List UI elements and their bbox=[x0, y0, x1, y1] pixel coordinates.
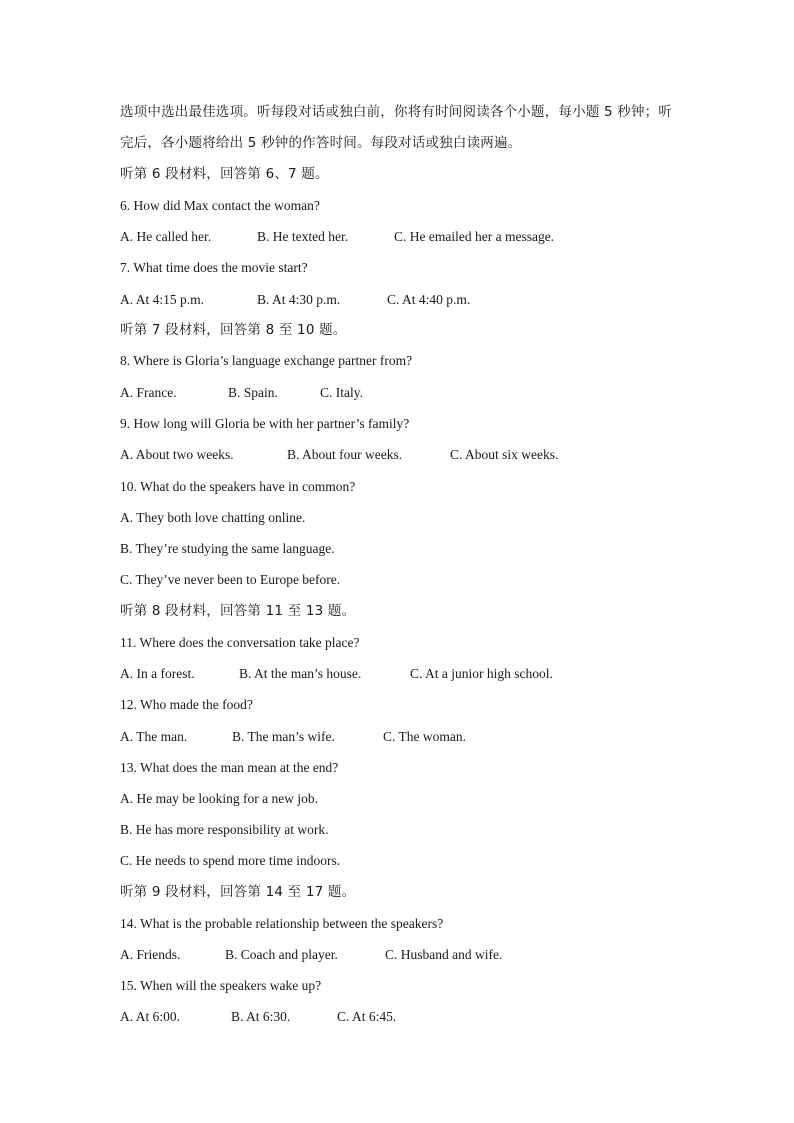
option-a: A. Friends. bbox=[120, 947, 181, 962]
section-heading: 听第 8 段材料，回答第 11 至 13 题。 bbox=[120, 603, 356, 619]
section-heading: 听第 7 段材料，回答第 8 至 10 题。 bbox=[120, 322, 347, 338]
option-b: B. Spain. bbox=[228, 385, 278, 400]
option-a: A. The man. bbox=[120, 729, 188, 744]
question-stem: 7. What time does the movie start? bbox=[120, 260, 308, 275]
option-a: A. About two weeks. bbox=[120, 447, 234, 462]
instruction-line-2: 完后，各小题将给出 5 秒钟的作答时间。每段对话或独白读两遍。 bbox=[120, 135, 522, 151]
option-b: B. He has more responsibility at work. bbox=[120, 822, 329, 837]
option-c: C. At 6:45. bbox=[337, 1009, 397, 1024]
option-c: C. He needs to spend more time indoors. bbox=[120, 853, 341, 868]
question-stem: 14. What is the probable relationship between the speakers? bbox=[120, 916, 444, 931]
question-stem: 6. How did Max contact the woman? bbox=[120, 198, 320, 213]
option-a: A. He may be looking for a new job. bbox=[120, 791, 318, 806]
option-c: C. About six weeks. bbox=[450, 447, 559, 462]
option-c: C. Italy. bbox=[320, 385, 363, 400]
question-stem: 8. Where is Gloria’s language exchange partner from? bbox=[120, 353, 413, 368]
option-b: B. The man’s wife. bbox=[232, 729, 335, 744]
option-b: B. Coach and player. bbox=[225, 947, 338, 962]
section-heading: 听第 9 段材料，回答第 14 至 17 题。 bbox=[120, 884, 356, 900]
option-b: B. At the man’s house. bbox=[239, 666, 362, 681]
option-a: A. At 4:15 p.m. bbox=[120, 292, 205, 307]
option-b: B. They’re studying the same language. bbox=[120, 541, 335, 556]
section-heading: 听第 6 段材料，回答第 6、7 题。 bbox=[120, 166, 329, 182]
question-stem: 12. Who made the food? bbox=[120, 697, 253, 712]
option-a: A. They both love chatting online. bbox=[120, 510, 306, 525]
option-a: A. France. bbox=[120, 385, 177, 400]
option-b: B. About four weeks. bbox=[287, 447, 403, 462]
option-b: B. At 4:30 p.m. bbox=[257, 292, 341, 307]
option-b: B. At 6:30. bbox=[231, 1009, 291, 1024]
question-stem: 9. How long will Gloria be with her partner’s family? bbox=[120, 416, 410, 431]
option-c: C. They’ve never been to Europe before. bbox=[120, 572, 341, 587]
option-a: A. In a forest. bbox=[120, 666, 195, 681]
option-c: C. Husband and wife. bbox=[385, 947, 503, 962]
question-stem: 11. Where does the conversation take place? bbox=[120, 635, 360, 650]
option-c: C. The woman. bbox=[383, 729, 466, 744]
question-stem: 13. What does the man mean at the end? bbox=[120, 760, 339, 775]
instruction-line-1: 选项中选出最佳选项。听每段对话或独白前，你将有时间阅读各个小题，每小题 5 秒钟；听 bbox=[120, 104, 673, 120]
option-c: C. He emailed her a message. bbox=[394, 229, 555, 244]
question-stem: 10. What do the speakers have in common? bbox=[120, 479, 356, 494]
option-c: C. At 4:40 p.m. bbox=[387, 292, 471, 307]
option-b: B. He texted her. bbox=[257, 229, 349, 244]
option-a: A. At 6:00. bbox=[120, 1009, 181, 1024]
option-c: C. At a junior high school. bbox=[410, 666, 553, 681]
question-stem: 15. When will the speakers wake up? bbox=[120, 978, 322, 993]
option-a: A. He called her. bbox=[120, 229, 212, 244]
